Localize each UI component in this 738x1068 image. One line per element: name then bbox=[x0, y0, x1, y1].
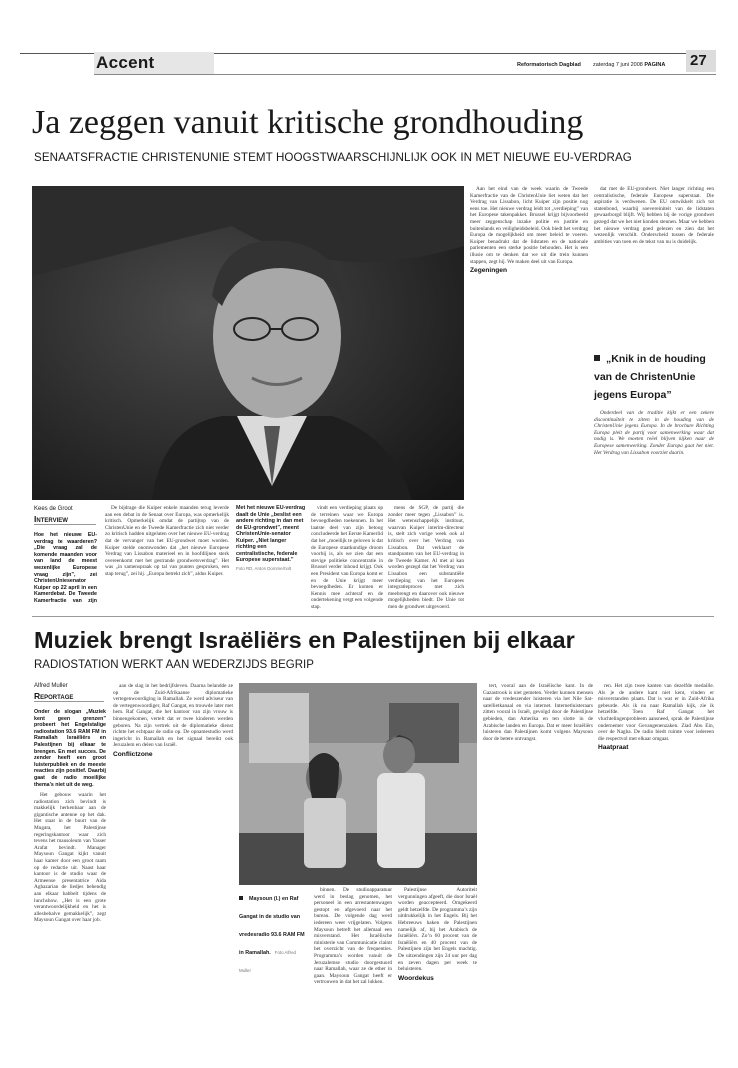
article1-subheadline: SENAATSFRACTIE CHRISTENUNIE STEMT HOOGSTWAARSCHIJNLIJK OOK IN MET NIEUWE EU-VERDRAG bbox=[34, 151, 632, 164]
article2-col3-text: binnen. De studioapparatuur werd in beslag genomen, het personeel in een arrestantenwagen gestopt en afgevoerd naar het bureau. De volgende dag werd iedereen weer vrijgelaten. Volgens Maysoun betreft het allemaal een misverstand. Het Israëlische ministerie van Communicatie claimt het overzicht van de frequenties. Programma’s worden vanuit de Jeruzalemse studio doorgestuurd naar Ramallah, waar ze de ether in gaan. Maysoun Gangat heeft er vertrouwen in dat het zal lukken. bbox=[314, 887, 392, 986]
article2-headline: Muziek brengt Israëliërs en Palestijnen bij elkaar bbox=[34, 627, 575, 653]
section-name: Accent bbox=[96, 53, 155, 72]
subhead-zegeningen: Zegeningen bbox=[470, 267, 507, 275]
article1-col5-text: dat met de EU-grondwet. Niet langer richting een centralistische, federale Europese superstaat. Die aspiratie is verdwenen. De EU ontwikkelt zich tot statenbond, waarbij soevereiniteit van de lidstaten gewaarborgd blijft. Wij hebben bij de vorige grondwet gezegd dat we het niet konden steunen. Maar we hebben het nieuwe verdrag goed gelezen en zien dat het wezenlijk verschilt. Onderscheid tussen de federale ambities van toen en de tekst van nu is duidelijk. bbox=[594, 186, 714, 245]
article1-col6-text: Onderdeel van de traditie kijkt er een zekere discontinuïteit te zitten in de houding van de ChristenUnie jegens Europa. In de brochure Richting Europa pleit de partij voor samenwerking waar dat nodig is. We moeten reëel blijven kijken naar de Europese samenwerking. Zonder Europa gaat het niet. Het Verdrag van Lissabon voorziet daarin. bbox=[594, 410, 714, 456]
article2-column-6 bbox=[598, 683, 714, 1060]
article1-col4-text: Aan het eind van de week waarin de Tweede Kamerfractie van de ChristenUnie liet weten dat het Verdrag van Lissabon, licht Kuiper zijn positie nog eens toe. Het nieuwe verdrag leidt tot „verdieping” van het Europese takenpakket. Brussel krijgt bijvoorbeeld meer zeggenschap inzake politie en justitie en buitenlands en veiligheidsbeleid. Ook biedt het verdrag Europa de mogelijkheid om meer beleid te voeren. Kuiper benadrukt dat de lidstaten en de nationale parlementen een sterke positie behouden. Het is een illusie om te denken dat we uit die trein kunnen stappen, zegt hij. We maken deel uit van Europa. bbox=[470, 186, 588, 265]
caption-credit: Foto RD, Anton Dommerholt bbox=[236, 565, 292, 571]
article2-column-1 bbox=[34, 792, 106, 1060]
quote-marker-icon bbox=[594, 355, 600, 361]
portrait-kuiper bbox=[32, 186, 464, 500]
article1-column-1 bbox=[105, 505, 229, 611]
studio-photo bbox=[239, 683, 477, 885]
article2-genre: Reportage bbox=[34, 691, 104, 702]
date-text: zaterdag 7 juni 2008 bbox=[593, 62, 643, 68]
article2-col6-text: ren. Het zijn twee kanten van dezelfde medaille. Als je de andere kant niet kent, vinden er misverstanden plaats. Dat is wat er in Zuid-Afrika gebeurde. Als ik nu naar Ramallah kijk, zie ik hetzelfde. Toen Raf Gangat het vluchtelingenprobleem aansneed, sprak de Palestijnse ondernemer voor Gevangenenzaken. Ziad Abu Ein, over de Nagba. De radio biedt ruimte voor iedereen die respectvol met elkaar omgaat. bbox=[598, 683, 714, 742]
article2-subheadline: RADIOSTATION WERKT AAN WEDERZIJDS BEGRIP bbox=[34, 659, 314, 671]
caption-credit: Foto Alfred Muller bbox=[239, 950, 296, 973]
article1-headline: Ja zeggen vanuit kritische grondhouding bbox=[32, 104, 584, 141]
page-label: PAGINA bbox=[644, 62, 666, 68]
article2-column-2 bbox=[113, 683, 233, 1060]
article-separator bbox=[32, 616, 714, 617]
masthead-under-rule bbox=[94, 74, 716, 75]
article2-photo-caption bbox=[239, 887, 309, 973]
caption-text: Maysoun (l.) en Raf Gangat in de studio van vredesradio 93.6 RAM FM in Ramallah. bbox=[239, 896, 305, 956]
article1-column-4 bbox=[470, 186, 588, 611]
article2-col5-text: tert, vooral aan de Israëlische kant. In de Gazastrook is niet gemeten. Verder kunnen mensen naar de vredeszender luisteren via het Nile Sat-satellietkanaal en via internet. Internetluisteraars zitten vooral in Israël, gevolgd door de Palestijnse gebieden, dan Amerika en ten slotte in de Arabische landen en Europa. Dat er meer Israëliërs luisteren dan Palestijnen komt volgens Maysoun door de betere ontvangst. bbox=[483, 683, 593, 742]
caption-text: Met het nieuwe EU-verdrag daalt de Unie „beslist een andere richting in dan met de EU-grondwet”, meent ChristenUnie-senator Kuiper. „Niet langer richting een centralistische, federale Europese superstaat.” bbox=[236, 505, 306, 563]
article1-column-2 bbox=[311, 505, 383, 611]
article2-byline: Alfred Muller bbox=[34, 683, 68, 689]
article1-column-6 bbox=[594, 410, 714, 611]
article1-column-3 bbox=[388, 505, 464, 611]
article2-column-3 bbox=[314, 887, 392, 1060]
issue-date bbox=[593, 62, 665, 68]
quote-box bbox=[594, 349, 714, 407]
article2-col1-text: Het gebouw waarin het radiostation zich bevindt is makkelijk herkenbaar aan de gigantische antenne op het dak. Het staat in de buurt van de Mugata, het Palestijnse regeringskantoor waar zich tevens het mausoleum van Yasser Arafat bevindt. Manager Maysoun Gangat kijkt vanuit haar kamer door een groot raam op de redactie uit. Naast haar kantoor is de studio waar de Armeense presentatrice Aida Aghazarian de liedjes behendig aan elkaar babbelt tijdens de lunchshow. „Het is een grote verantwoordelijkheid en het is allesbehalve gemakkelijk”, zegt Maysoun Gangat over haar job. bbox=[34, 792, 106, 924]
article1-col3-text: mens de SGP, de partij die zonder meer tegen „Lissabon” is. Het wetenschappelijk instituut, waarvan Kuiper interim-directeur is, stelt zich vorige week ook al kritisch over het Verdrag van Lissabon. Dat verklaart de standpunten van het EU-verdrag in de Tweede Kamer. Al met al kan worden gezegd dat het Verdrag van Lissabon een substantiële verdieping van het Europees integratieproces met zich meebrengt en daarover ook nieuwe mogelijkheden biedt. De Unie tot men de grondwet uitgevoerd. bbox=[388, 505, 464, 610]
article2-col2-text: aan de slag in het bedrijfsleven. Daarna belandde ze op de Zuid-Afrikaanse diplomatieke vertegenwoordiging in Ramallah. Ze werd adviseur van de vertegenwoordiger, Raf Gangat, en trouwde later met hem. Raf Gangat, die het kantoor van zijn vrouw is binnengekomen, vertelt dat er twee kinderen werden geboren. Na zijn vertrek uit de diplomatieke dienst richtte het echtpaar de radio op. De opnamestudio werd ingericht in Ramallah en het signaal bereikt ook Jeruzalem en delen van Israël. bbox=[113, 683, 233, 749]
article1-intro: Hoe het nieuwe EU-verdrag te waarderen? „Die vraag zal de komende maanden voor van land de meest wezenlijke Europese vraag zijn”, zei ChristenUniesenator Kuiper op 22 april in een Kamerdebat. De Tweede Kamerfractie van zijn bbox=[34, 532, 97, 604]
subhead-woordekus: Woordekus bbox=[398, 974, 434, 982]
article1-byline: Kees de Groot bbox=[34, 506, 73, 512]
article1-column-5 bbox=[594, 186, 714, 346]
article1-col2-text: vindt een verdieping plaats op de terreinen waar we Europa bevoegdheden toekennen. In het laatste deel van zijn betoog concludeerde het Eerste Kamerlid dat het „moeilijk te geloven is dat de Europese staatkundige droom voorbij is, als we zien dat een stevige politieke concentratie in Brussel verder inhoud krijgt. Ook een President van Europa komt er en de Unie krijgt meer bevoegdheden. Er komen er Kennis mee achteraf en de ondertekening vergt een volgende stap. bbox=[311, 505, 383, 610]
paper-name: Reformatorisch Dagblad bbox=[517, 62, 581, 68]
article2-intro: Onder de slogan „Muziek kent geen grenzen” probeert het Engelstalige radiostation 93.6 RAM FM in Ramallah Israëliërs en Palestijnen bij elkaar te brengen. En met succes. De zender heeft een groot luisterpubliek en de meeste reacties zijn positief. Daarbij gaat de radio moeilijke thema’s niet uit de weg. bbox=[34, 709, 106, 788]
article2-column-4 bbox=[398, 887, 477, 1060]
subhead-conflictzone: Conflictzone bbox=[113, 750, 153, 758]
article1-photo-caption bbox=[236, 505, 306, 605]
article1-genre: Interview bbox=[34, 514, 96, 525]
caption-marker-icon bbox=[239, 896, 243, 900]
subhead-haatpraat: Haatpraat bbox=[598, 744, 629, 752]
article2-column-5 bbox=[483, 683, 593, 1060]
quote-text: „Knik in de houding van de ChristenUnie jegens Europa” bbox=[594, 353, 706, 401]
article1-photo bbox=[32, 186, 464, 500]
page-number: 27 bbox=[690, 52, 707, 69]
article2-photo bbox=[239, 683, 477, 885]
article2-col4-text: Palestijnse Autoriteit vergunningen afgeeft, die door Israël worden geaccepteerd. Omgekeerd geldt hetzelfde. De programma’s zijn uitdrukkelijk in het Engels. Bij het Hebreeuws haken de Palestijnen namelijk af, bij het Arabisch de Israëliërs. Zo’n 60 procent van de Israëliërs en 40 procent van de Palestijnen zijn het Engels machtig. De uitzendingen zijn 24 uur per dag en zeven dagen per week te beluisteren. bbox=[398, 887, 477, 973]
article1-col1-text: De bijdrage die Kuiper enkele maanden terug leverde aan een debat in de Senaat over Europa, was opmerkelijk kritisch. Opmerkelijk omdat de partijtop van de ChristenUnie en de Tweede Kamerfractie zich niet verder zo kritisch hadden uitgelaten over het nieuwe EU-verdrag dat de vervanger van het EU-grondwet moet worden. Kuiper stelde onomwonden dat „het nieuwe Europese Verdrag van Lissabon materieel en in hoofdlijnen sterk overeenkomt met het gestrande grondwetsverdrag”. Het was „in samenspraak op tal van punten gesproken, een stap terug”, zei hij. „Europa betrekt zich”, aldus Kuiper. bbox=[105, 505, 229, 577]
